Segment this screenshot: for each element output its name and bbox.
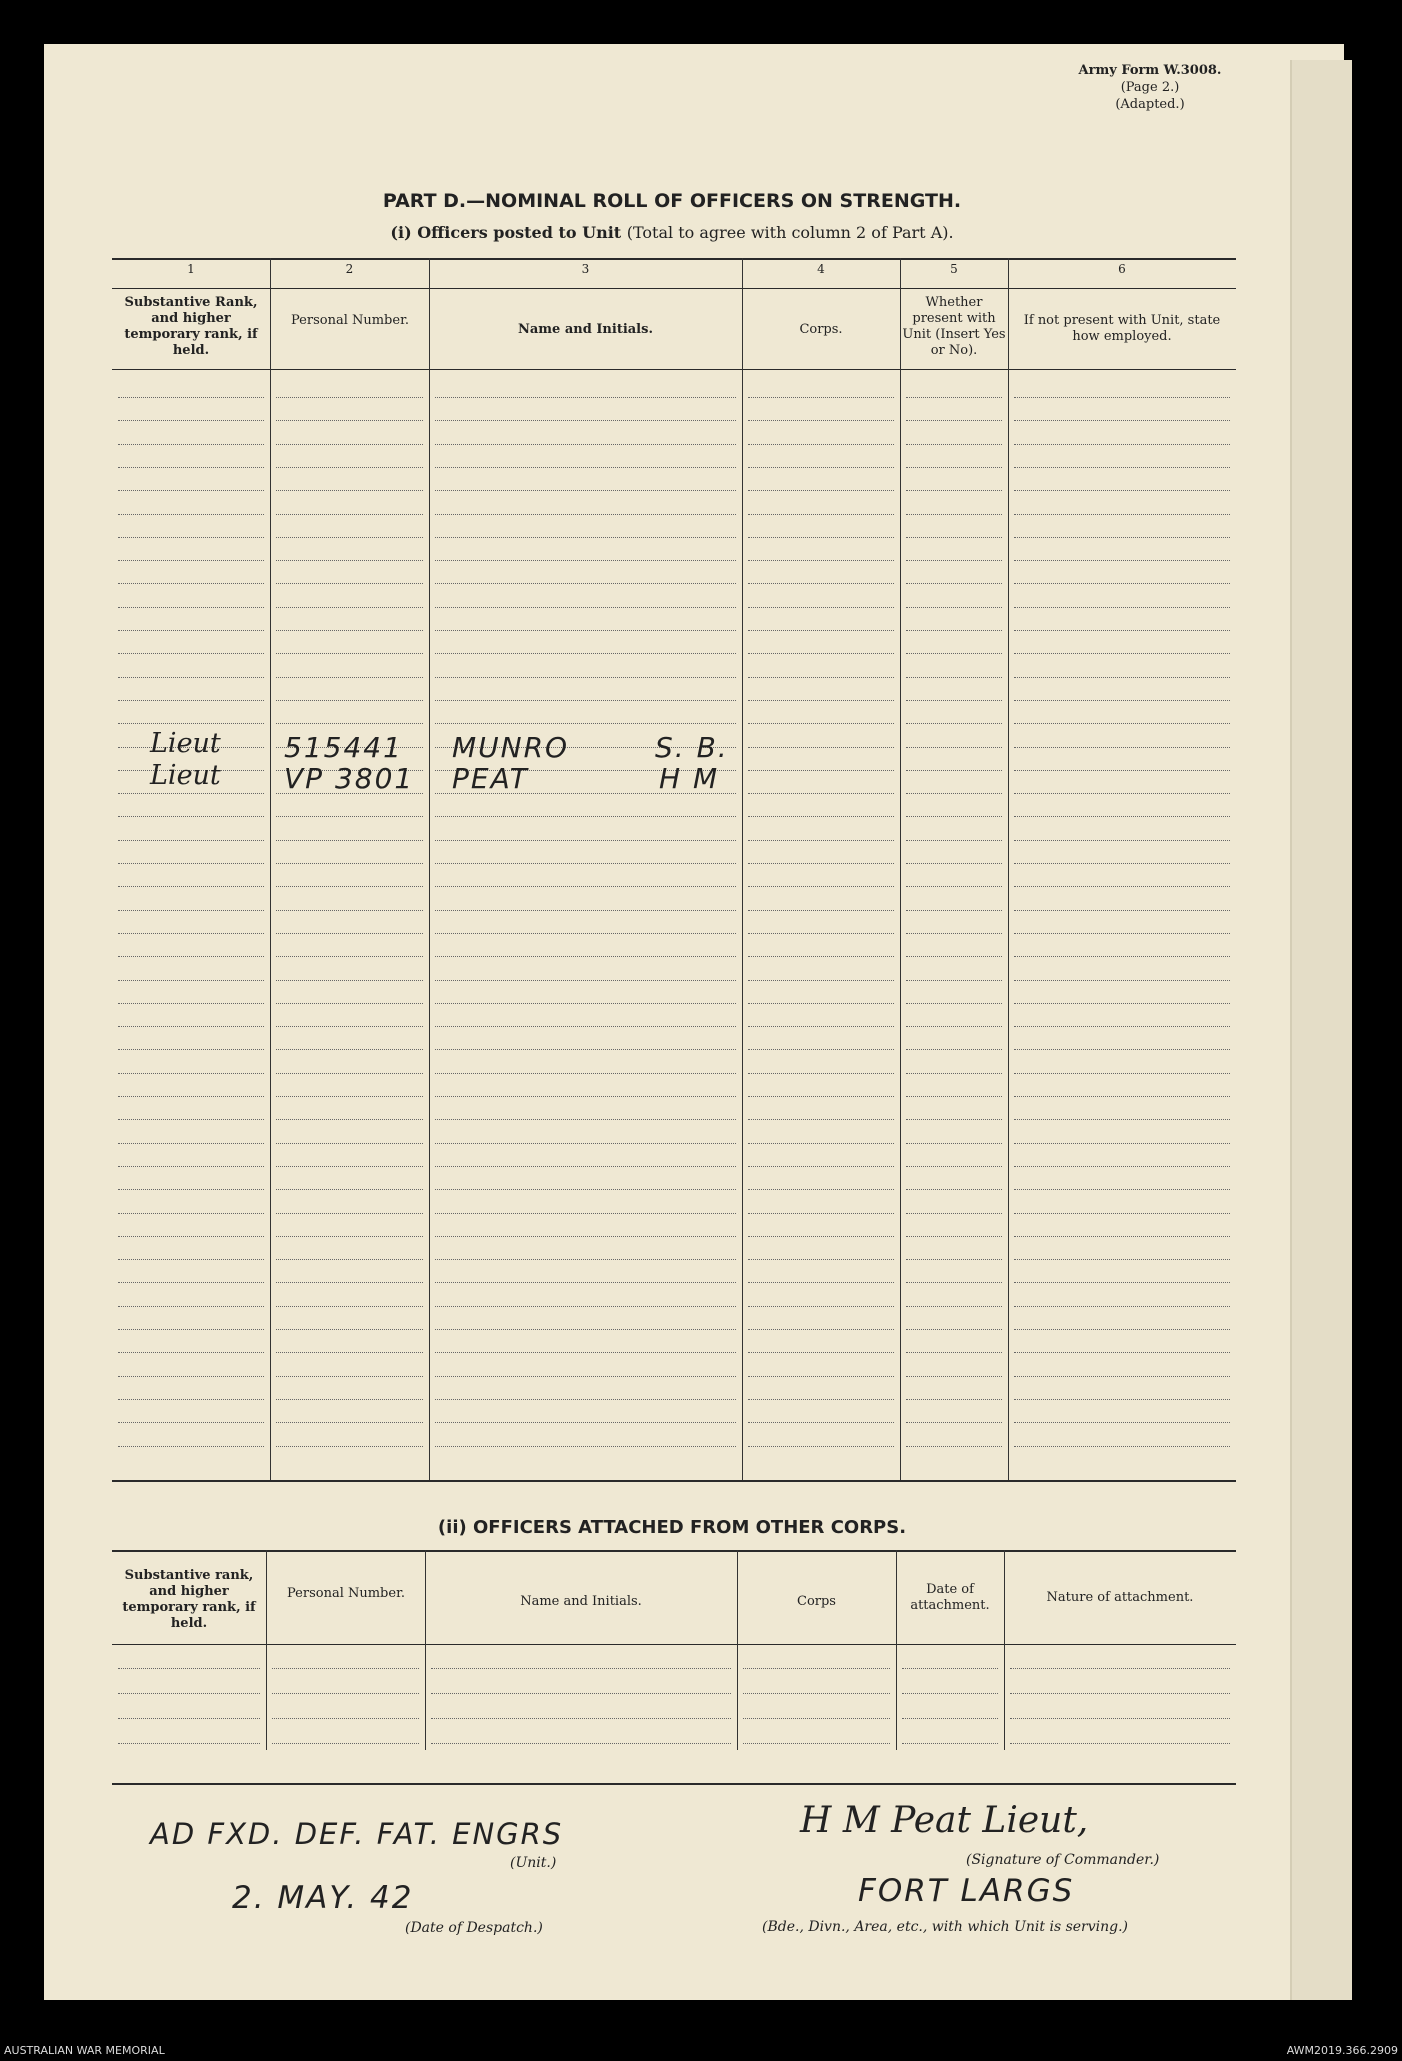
col-number-2: 2 — [345, 262, 354, 276]
table1-col-divider — [1008, 258, 1009, 1480]
archive-caption: AUSTRALIAN WAR MEMORIAL — [4, 2044, 165, 2057]
col-number-1: 1 — [187, 262, 195, 276]
entry-initials: H M — [659, 762, 720, 795]
header2-name-initials: Name and Initials. — [520, 1594, 642, 1609]
table2-col-divider — [737, 1550, 738, 1750]
entry-name: PEAT — [452, 762, 529, 795]
section1-title-note: (Total to agree with column 2 of Part A). — [626, 223, 954, 242]
page-title: PART D.—NOMINAL ROLL OF OFFICERS ON STRENGTH. — [382, 190, 962, 212]
entry-name: MUNRO — [452, 731, 570, 764]
header2-rank: Substantive rank, and higher temporary rank, if held. — [122, 1568, 256, 1631]
header-corps: Corps. — [799, 322, 843, 337]
col-number-3: 3 — [581, 262, 590, 276]
location-label: (Bde., Divn., Area, etc., with which Unit is serving.) — [762, 1919, 1129, 1935]
table2-top-rule — [112, 1550, 1236, 1552]
table1-top-rule — [112, 258, 1236, 260]
form-number: Army Form W.3008. — [1078, 63, 1222, 78]
entry-personal-number: 515441 — [284, 731, 403, 764]
col-number-5: 5 — [950, 262, 958, 276]
table2-col-divider — [266, 1550, 267, 1750]
signature-value: H M Peat Lieut, — [800, 1800, 1089, 1841]
header2-date: Date of attachment. — [910, 1582, 990, 1613]
footer-separator — [112, 1783, 1236, 1785]
date-label: (Date of Despatch.) — [405, 1920, 543, 1936]
archive-reference: AWM2019.366.2909 — [1286, 2044, 1398, 2057]
date-value: 2. MAY. 42 — [232, 1880, 414, 1916]
form-page: (Page 2.) — [1120, 80, 1180, 95]
table1-col-divider — [270, 258, 271, 1480]
col-number-6: 6 — [1118, 262, 1126, 276]
header2-corps: Corps — [797, 1594, 836, 1609]
entry-rank: Lieut — [150, 760, 221, 791]
header2-personal-number: Personal Number. — [287, 1586, 405, 1601]
location-value: FORT LARGS — [858, 1873, 1075, 1909]
form-adapted: (Adapted.) — [1115, 97, 1185, 112]
col-number-4: 4 — [817, 262, 825, 276]
form-identifier — [1040, 62, 1260, 113]
officers-attached-table — [112, 1550, 1236, 1750]
header-rank: Substantive Rank, and higher temporary rank, if held. — [124, 295, 258, 358]
entry-rank: Lieut — [150, 728, 221, 759]
header-employment: If not present with Unit, state how employed. — [1023, 313, 1221, 344]
officers-posted-table — [112, 258, 1236, 1480]
table1-number-rule — [112, 288, 1236, 289]
section1-title — [0, 223, 1344, 242]
table2-header-rule — [112, 1644, 1236, 1645]
paper-edge — [1290, 60, 1352, 2000]
header-present: Whether present with Unit (Insert Yes or No). — [902, 295, 1006, 358]
table2-col-divider — [896, 1550, 897, 1750]
header2-nature: Nature of attachment. — [1046, 1590, 1194, 1605]
table1-col-divider — [900, 258, 901, 1480]
unit-label: (Unit.) — [510, 1855, 557, 1871]
unit-value: AD FXD. DEF. FAT. ENGRS — [150, 1817, 564, 1851]
table1-col-divider — [742, 258, 743, 1480]
entry-personal-number: VP 3801 — [284, 762, 415, 795]
table1-col-divider — [429, 258, 430, 1480]
table2-col-divider — [425, 1550, 426, 1750]
header-personal-number: Personal Number. — [291, 313, 409, 328]
table2-col-divider — [1004, 1550, 1005, 1750]
signature-label: (Signature of Commander.) — [966, 1852, 1160, 1868]
section1-title-bold: (i) Officers posted to Unit — [390, 223, 622, 242]
table1-bottom-rule — [112, 1480, 1236, 1482]
section2-title: (ii) OFFICERS ATTACHED FROM OTHER CORPS. — [437, 1517, 907, 1538]
table1-header-rule — [112, 369, 1236, 370]
header-name-initials: Name and Initials. — [518, 322, 653, 337]
entry-initials: S. B. — [655, 731, 729, 764]
